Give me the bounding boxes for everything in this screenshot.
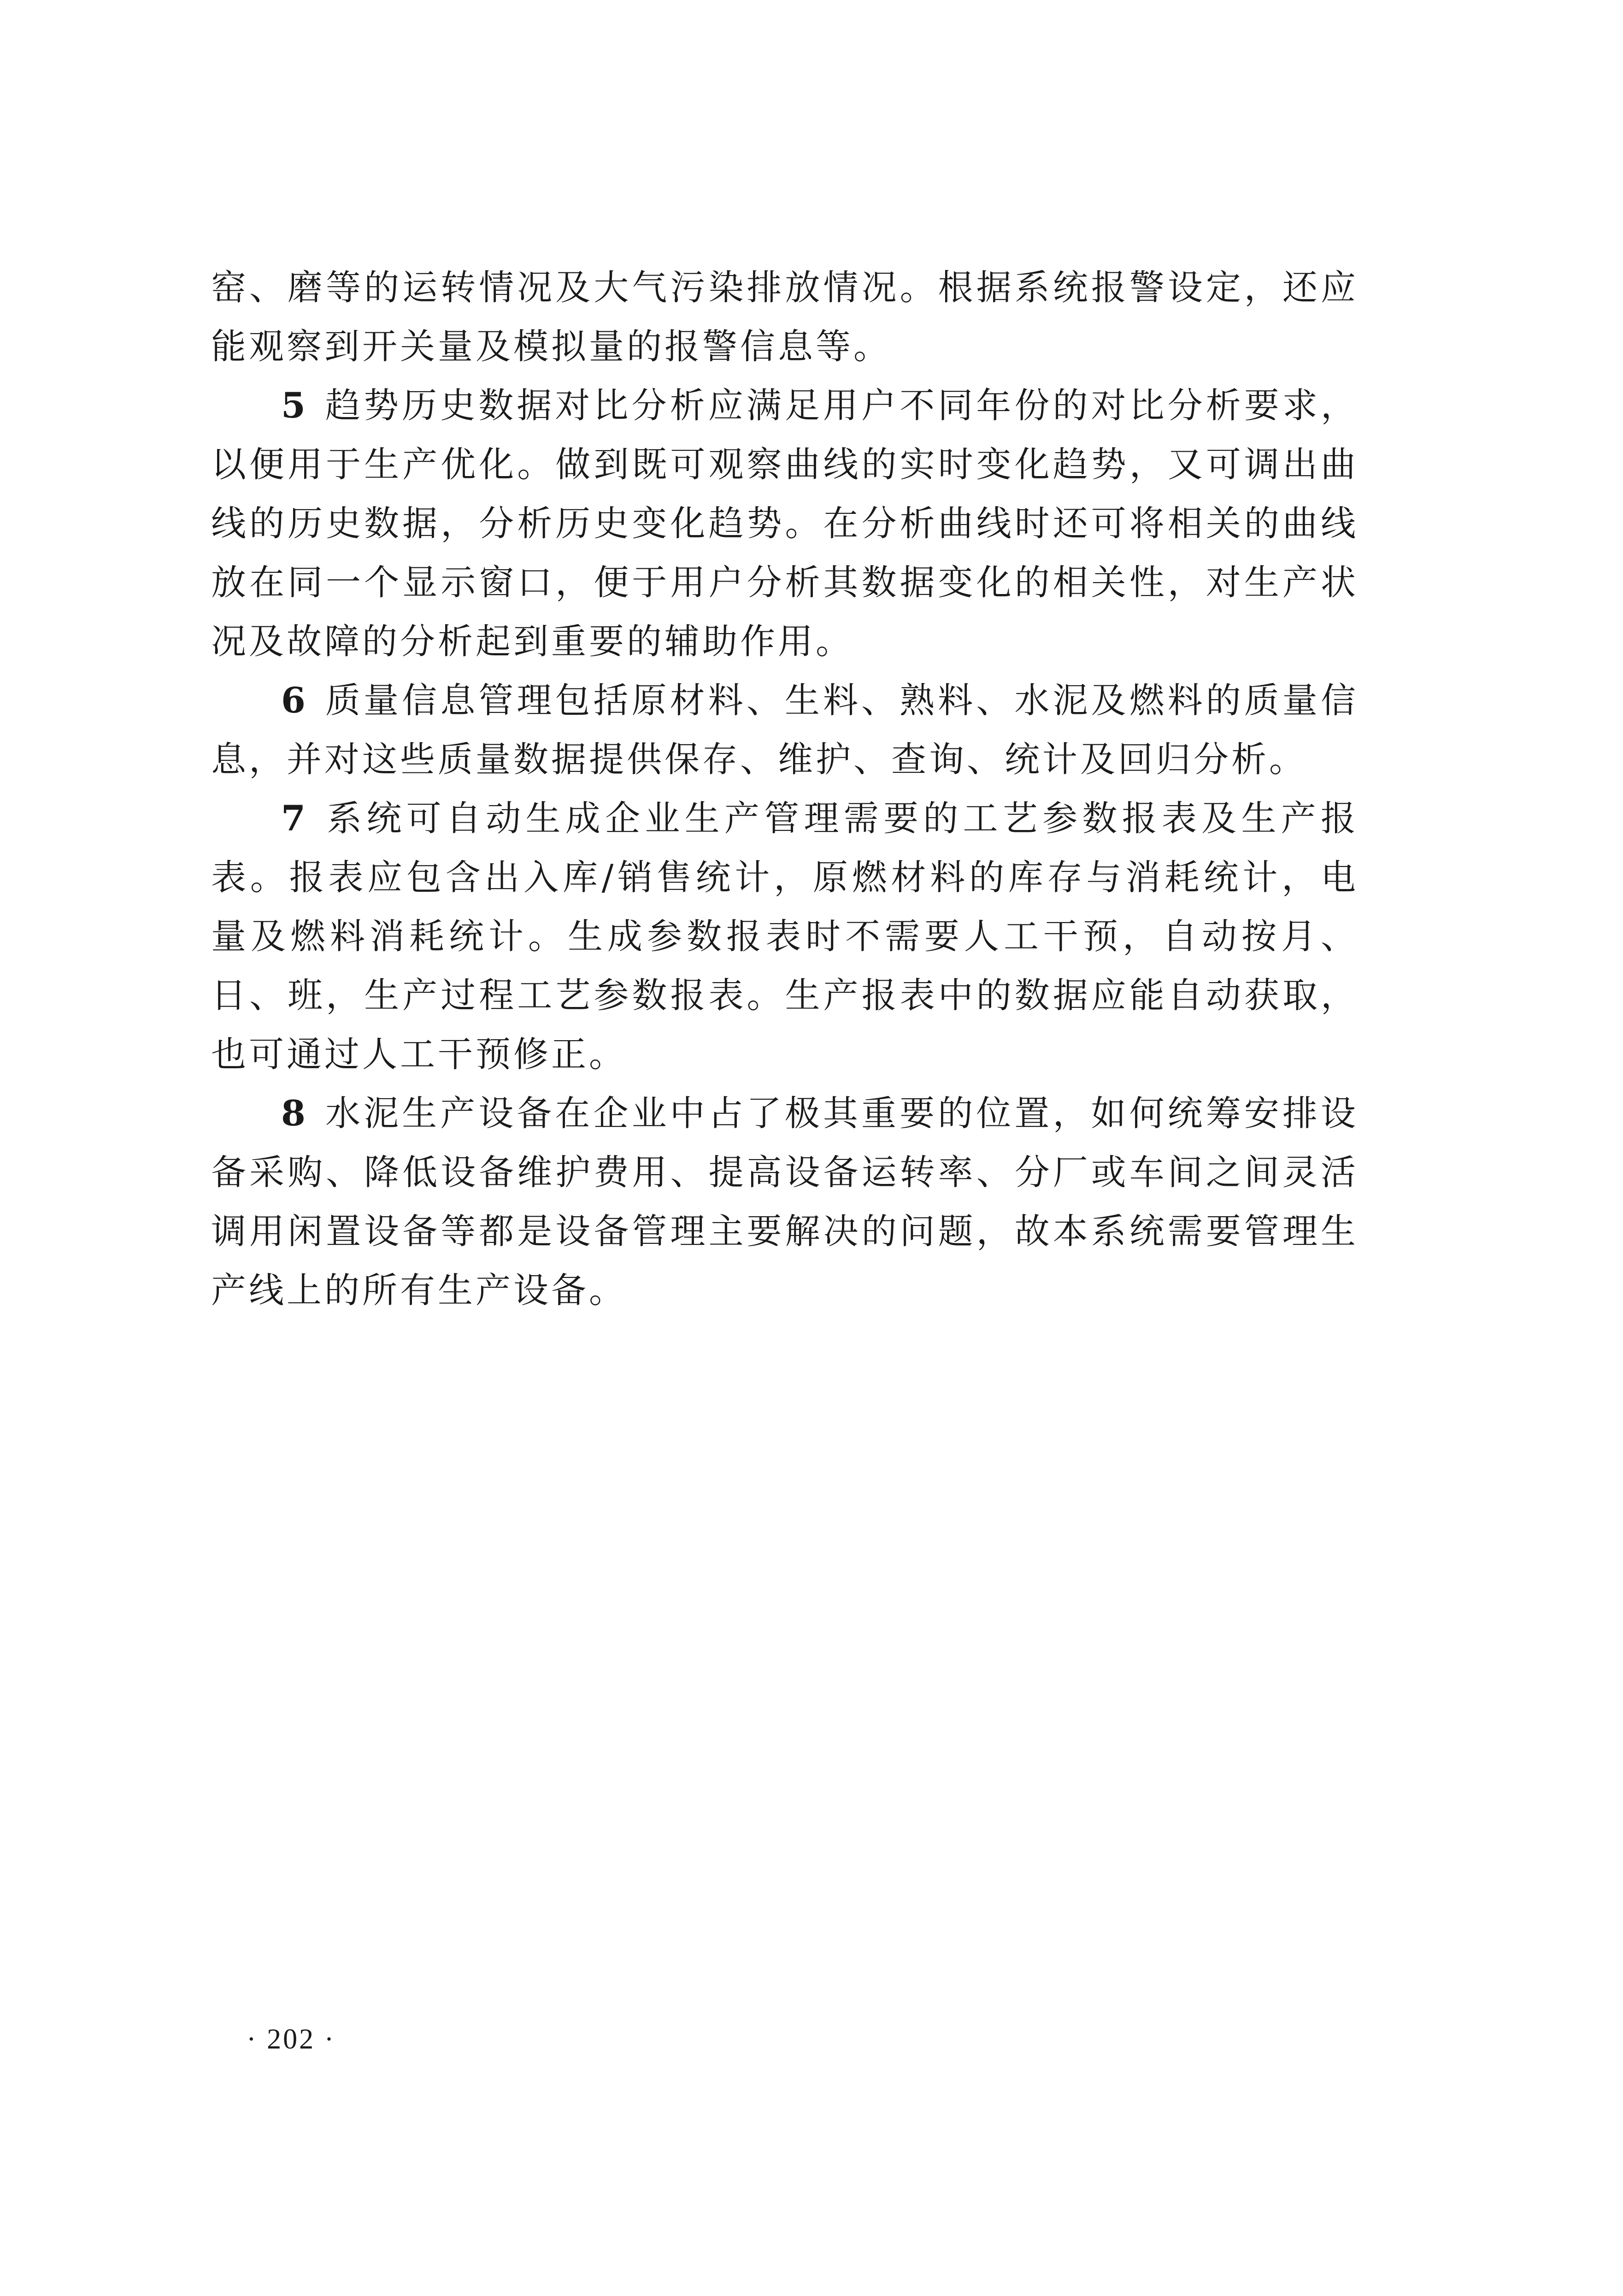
paragraph-text: 水泥生产设备在企业中占了极其重要的位置，如何统筹安排设备采购、降低设备维护费用、提高设备运转率、分厂或车间之间灵活调用闲置设备等都是设备管理主要解决的问题，故本系统需要管理生产线上的所有生产设备。 <box>211 1093 1358 1311</box>
paragraph-text: 系统可自动生成企业生产管理需要的工艺参数报表及生产报表。报表应包含出入库/销售统计，原燃材料的库存与消耗统计，电量及燃料消耗统计。生成参数报表时不需要人工干预，自动按月、日、班，生产过程工艺参数报表。生产报表中的数据应能自动获取，也可通过人工干预修正。 <box>211 798 1358 1075</box>
item-number: 6 <box>281 680 308 721</box>
body-text <box>211 258 1358 1320</box>
paragraph-text: 趋势历史数据对比分析应满足用户不同年份的对比分析要求，以便用于生产优化。做到既可观察曲线的实时变化趋势，又可调出曲线的历史数据，分析历史变化趋势。在分析曲线时还可将相关的曲线放在同一个显示窗口，便于用户分析其数据变化的相关性，对生产状况及故障的分析起到重要的辅助作用。 <box>211 385 1358 662</box>
item-number: 8 <box>281 1093 308 1134</box>
page-number: · 202 · <box>247 2024 336 2055</box>
paragraph-continued: 窑、磨等的运转情况及大气污染排放情况。根据系统报警设定，还应能观察到开关量及模拟量的报警信息等。 <box>211 267 1358 367</box>
paragraph-item-7 <box>211 789 1358 1084</box>
paragraph-item-6 <box>211 671 1358 789</box>
item-number: 7 <box>281 798 308 839</box>
item-number: 5 <box>281 385 308 426</box>
paragraph-item-5 <box>211 376 1358 671</box>
paragraph-text: 质量信息管理包括原材料、生料、熟料、水泥及燃料的质量信息，并对这些质量数据提供保存、维护、查询、统计及回归分析。 <box>211 680 1358 780</box>
paragraph-item-8 <box>211 1084 1358 1320</box>
